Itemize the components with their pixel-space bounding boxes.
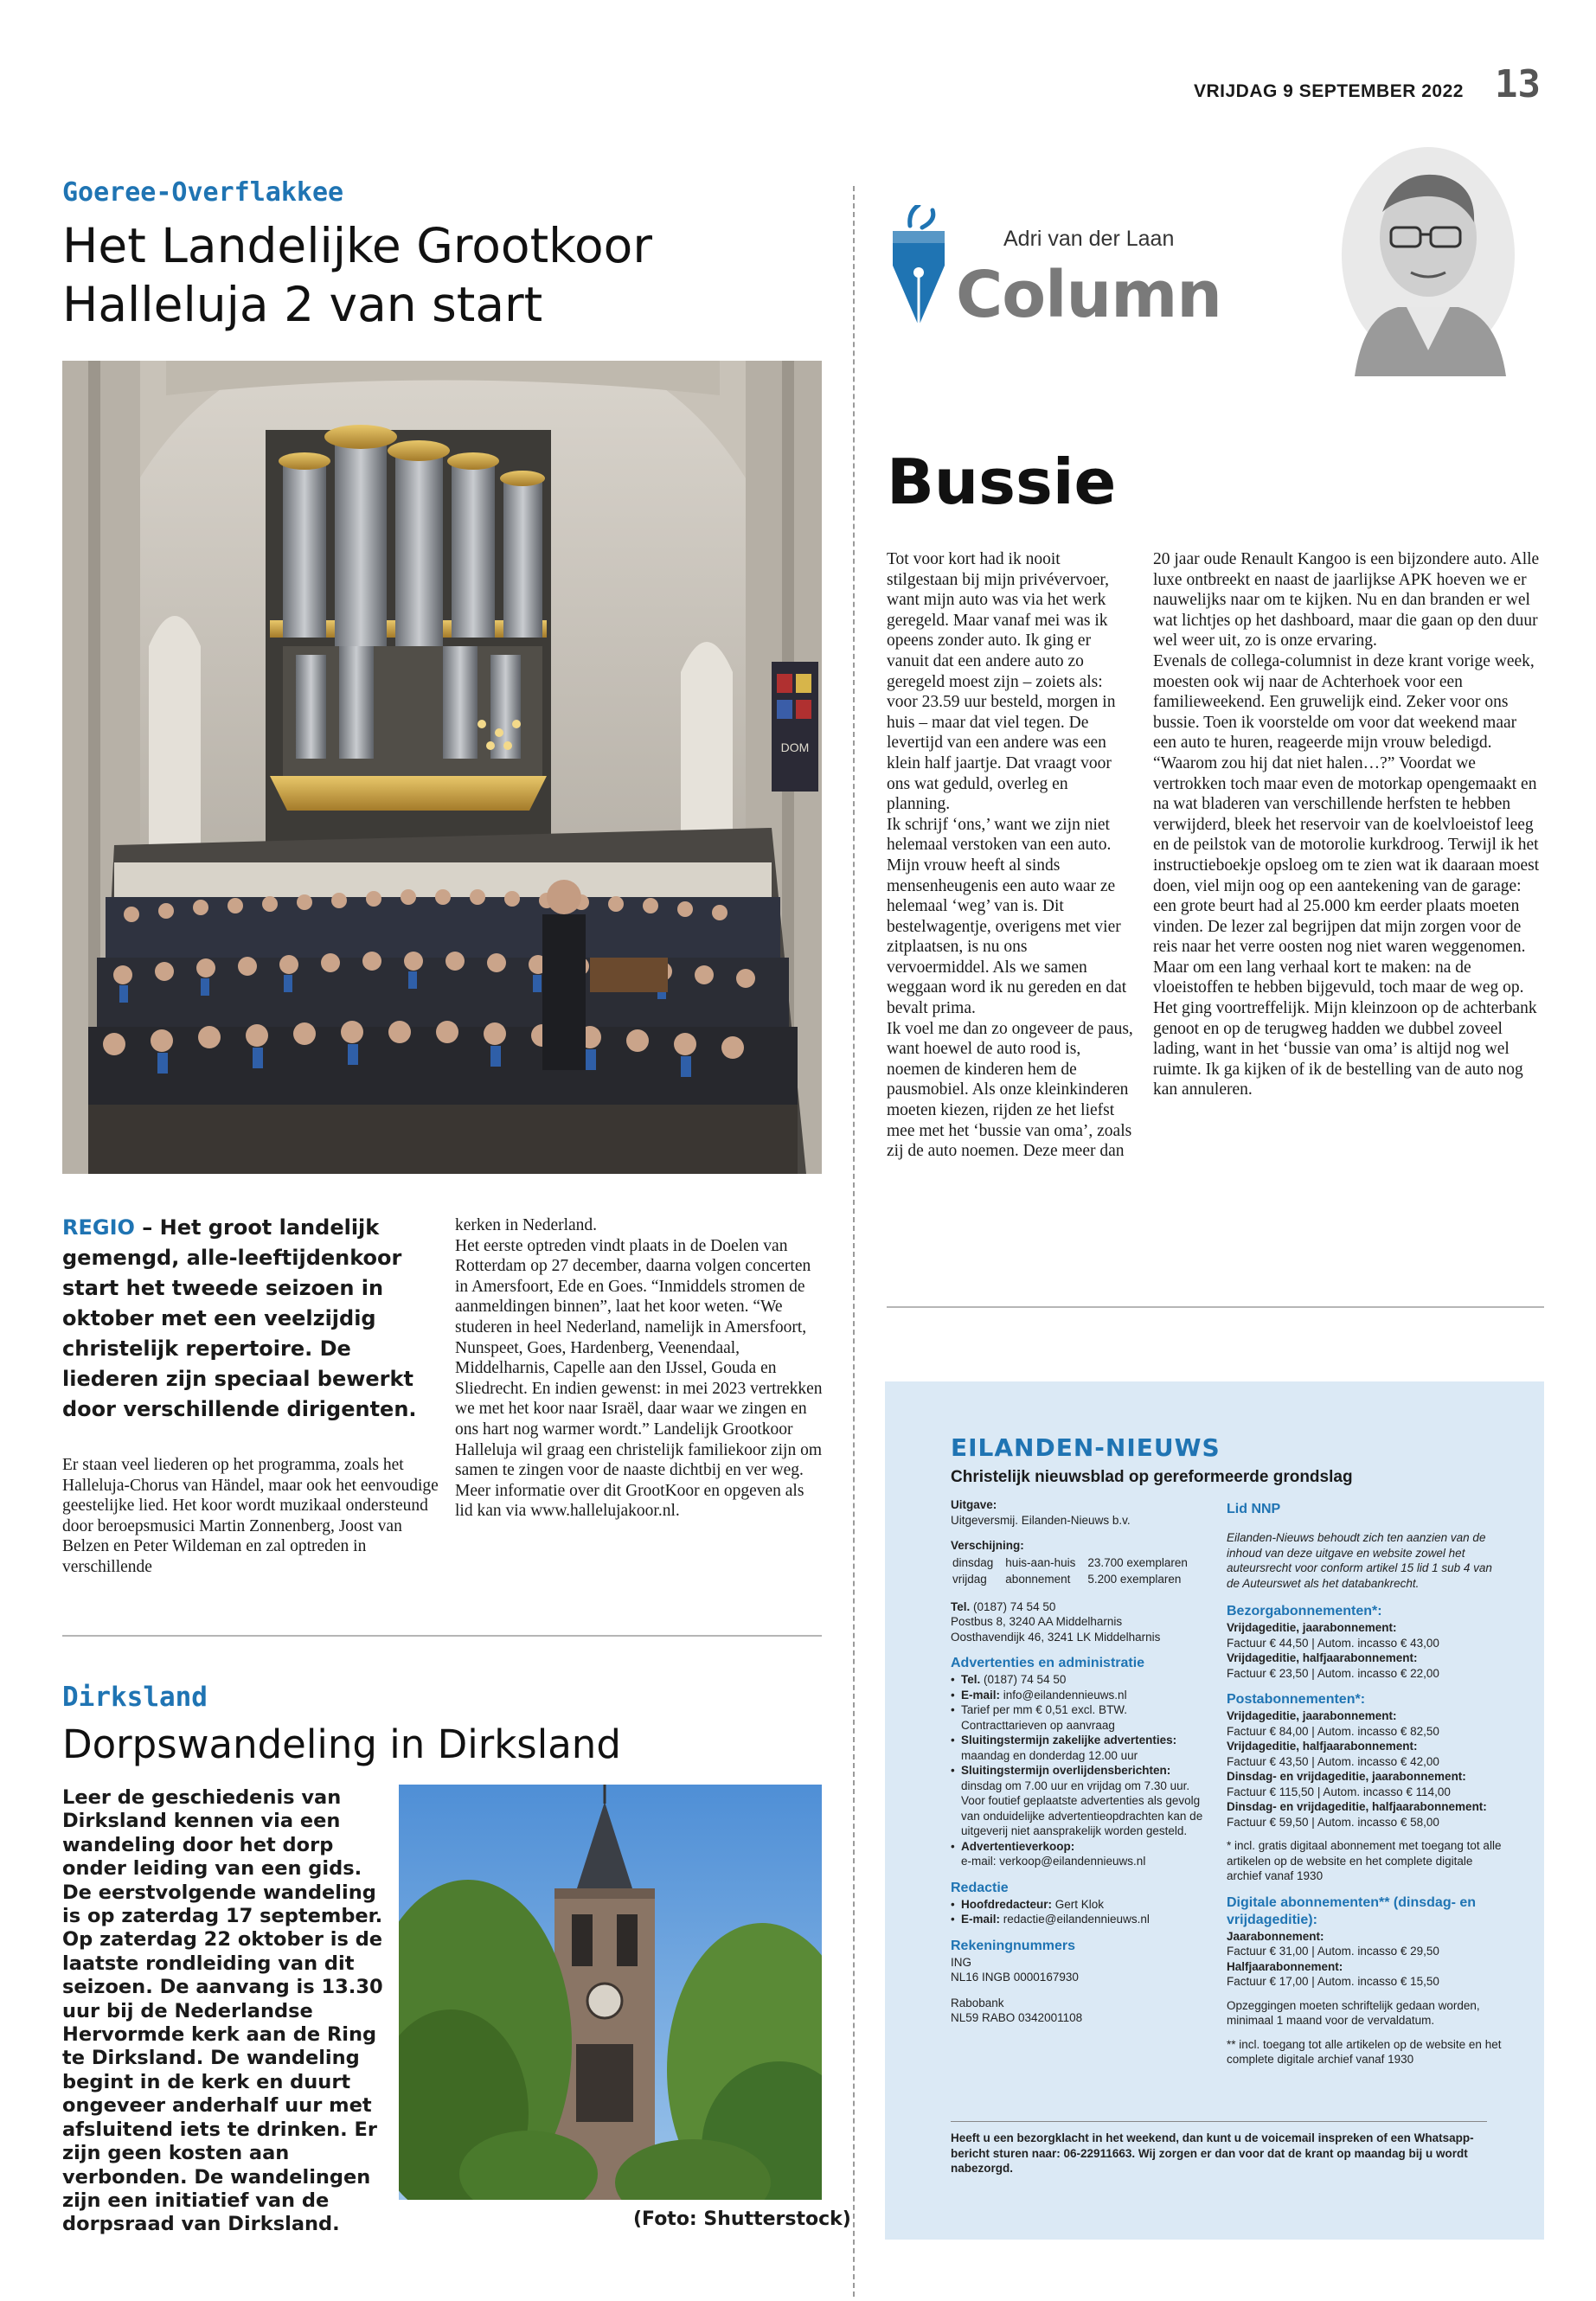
church-tower-photo [399, 1785, 822, 2200]
church-tower-illustration [399, 1785, 822, 2200]
label: • Advertentieverkoop: [961, 1839, 1075, 1853]
section-divider [887, 1306, 1544, 1308]
newspaper-logo: EILANDEN-NIEUWS [951, 1433, 1221, 1462]
photo-credit: (Foto: Shutterstock) [633, 2208, 851, 2230]
colophon-divider [951, 2121, 1487, 2122]
section-title: Digitale abonnementen** (dinsdag- en vrijdageditie): [1227, 1894, 1477, 1927]
value: e-mail: verkoop@eilandennieuws.nl [961, 1855, 1146, 1868]
list-item [951, 1897, 1210, 1913]
value: Factuur € 84,00 | Autom. incasso € 82,50 [1227, 1724, 1439, 1738]
colophon-right-column [1227, 1501, 1503, 2067]
list-item [951, 1912, 1210, 1927]
address: Postbus 8, 3240 AA Middelharnis [951, 1615, 1123, 1628]
editorial-list [951, 1897, 1210, 1927]
value: Gert Klok [1052, 1897, 1105, 1911]
label: Dinsdag- en vrijdageditie, halfjaarabonnement: [1227, 1800, 1487, 1813]
value: Factuur € 31,00 | Autom. incasso € 29,50 [1227, 1945, 1439, 1958]
cell: vrijdag [952, 1573, 987, 1586]
column-body: Tot voor kort had ik nooit stilgestaan bij mijn privévervoer, want mijn auto was via het werk geregeld. Maar vanaf mei was ik opeens zonder auto. Ik ging er vanuit dat een andere auto zo geregeld moest zijn – zoiets als: voor 23.59 uur besteld, morgen in huis – maar dat viel tegen. De levertijd van een andere was een klein half jaartje. Dat vraagt voor ons wat geduld, overleg en planning. Ik schrijf ‘ons,’ want we zijn niet helemaal verstoken van een auto. Mijn vrouw heeft al sinds mensenheugenis een auto waar ze helemaal ‘weg’ van is. Dit bestelwagentje, overigens met vier zitplaatsen, is nu ons vervoermiddel. Als we samen weggaan word ik nu gereden en dat bevalt prima. Ik voel me dan zo ongeveer de paus, want hoewel de auto rood is, noemen de kinderen hem de pausmobiel. Als onze kleinkinderen moeten kiezen, rijden ze het liefst mee met het ‘bussie van oma’, zoals zij de auto noemen. Deze meer dan [887, 550, 1133, 1161]
article-region-label: Dirksland [62, 1682, 208, 1713]
section-title: Lid NNP [1227, 1502, 1281, 1516]
cell: huis-aan-huis [1005, 1555, 1076, 1569]
article-lead [62, 1213, 417, 1425]
author-portrait [1337, 143, 1519, 376]
bank-line: NL16 INGB 0000167930 [951, 1971, 1079, 1984]
section-title: Redactie [951, 1880, 1009, 1895]
bank-line: Rabobank [951, 1996, 1004, 2009]
bank-line: NL59 RABO 0342001108 [951, 2011, 1083, 2024]
label: Halfjaarabonnement: [1227, 1959, 1343, 1973]
article-body-column: Er staan veel liederen op het programma, zoals het Halleluja-Chorus van Händel, maar ook het eenvoudige geestelijke lied. Het koor wordt muzikaal ondersteund door beroepsmusici Martin Zonnenberg, Joost van Belzen en Peter Wildeman en zal optreden in verschillende [62, 1456, 439, 1576]
colophon-left-column [951, 1497, 1210, 2026]
verschijning-table [951, 1554, 1200, 1589]
colophon-box [885, 1381, 1544, 2240]
column-divider [853, 186, 855, 2297]
headline-line: Halleluja 2 van start [62, 277, 543, 332]
banner-text: DOM [780, 740, 810, 754]
cell: 5.200 exemplaren [1087, 1573, 1182, 1586]
bank-line: ING [951, 1955, 972, 1969]
list-item: • Tarief per mm € 0,51 excl. BTW. Contracttarieven op aanvraag [951, 1702, 1210, 1733]
list-item [951, 1763, 1210, 1839]
column-body: 20 jaar oude Renault Kangoo is een bijzondere auto. Alle luxe ontbreekt en naast de jaarlijkse APK hoeven we er nauwelijks naar om te kijken. Nu en dan branden er wel wat lichtjes op het dashboard, maar die gaan op den duur wel weer uit, zo is onze ervaring. Evenals de collega-columnist in deze krant vorige week, moesten ook wij naar de Achterhoek voor een familieweekend. Een gruwelijk eind. Zeker voor ons bussie. Toen ik voorstelde om voor dat weekend maar een auto te huren, reageerde mijn vrouw beledigd. “Waarom zou hij dat niet halen…?” Voordat we vertrokken toch maar even de motorkap opengemaakt en na wat bladeren van verschillende herfsten te hebben verwijderd, bleek het reservoir van de koelvloeistof leeg en de peilstok van de motorolie kurkdroog. Terwijl ik het instructieboekje opsloeg om te zien wat ik daaraan moest doen, viel mijn oog op een aantekening van de garage: een grote beurt had al 25.000 km eerder plaats moeten vinden. De lezer zal begrijpen dat mijn zorgen voor de reis naar het verre oosten nog niet waren weggenomen. Maar om een lang verhaal kort te maken: na de vloeistoffen te hebben bijgevuld, toch maar de weg op. Het ging voortreffelijk. Mijn kleinzoon op de achterbank genoot en op de terugweg hadden we dubbel zoveel lading, want in het ‘bussie van oma’ is altijd nog wel ruimte. Ik ga kijken of ik de bestelling van de auto nog kan annuleren. [1153, 550, 1540, 1099]
cancellation-note: Opzeggingen moeten schriftelijk gedaan worden, minimaal 1 maand voor de vervaldatum. [1227, 1998, 1480, 2027]
telephone [951, 1599, 1210, 1615]
choir-church-photo [62, 361, 822, 1174]
footnote: ** incl. toegang tot alle artikelen op de website en het complete digitale archief vanaf 1930 [1227, 2037, 1502, 2066]
value: Factuur € 43,50 | Autom. incasso € 42,00 [1227, 1754, 1439, 1768]
article-headline [62, 216, 841, 334]
label: Vrijdageditie, jaarabonnement: [1227, 1621, 1397, 1634]
label: E-mail: [961, 1688, 1001, 1702]
value: Uitgeversmij. Eilanden-Nieuws b.v. [951, 1513, 1131, 1527]
label: Dinsdag- en vrijdageditie, jaarabonnement: [1227, 1770, 1466, 1783]
list-item [951, 1688, 1210, 1703]
label: E-mail: [961, 1913, 1001, 1926]
section-title: Postabonnementen*: [1227, 1692, 1366, 1707]
address: Oosthavendijk 46, 3241 LK Middelharnis [951, 1630, 1161, 1644]
headline-line: Het Landelijke Grootkoor [62, 218, 652, 273]
label: • Sluitingstermijn zakelijke advertenties: [961, 1734, 1177, 1747]
copyright-notice: Eilanden-Nieuws behoudt zich ten aanzien van de inhoud van deze uitgave en website zowel het auteursrecht voor conform artikel 15 lid 1 sub 4 van de Auteurswet als het databankrecht. [1227, 1531, 1492, 1590]
fountain-pen-icon [884, 205, 953, 335]
value: Factuur € 23,50 | Autom. incasso € 22,00 [1227, 1666, 1439, 1680]
article-headline: Dorpswandeling in Dirksland [62, 1721, 621, 1767]
article-region-label: Goeree-Overflakkee [62, 177, 344, 208]
article-body-column: kerken in Nederland. Het eerste optreden vindt plaats in de Doelen van Rotterdam op 27 december, daarna volgen concerten in Amersfoort, Ede en Goes. “Inmiddels stromen de aanmeldingen binnen”, laat het koor weten. “We studeren in heel Nederland, namelijk in Amersfoort, Nunspeet, Goes, Hardenberg, Veenendaal, Middelharnis, Capelle aan den IJssel, Gouda en Sliedrecht. En indien gewenst: in mei 2023 vertrekken we met het koor naar Israël, daar waar we zingen en ons hart nog warmer wordt.” Landelijk Grootkoor Halleluja wil graag een christelijk familiekoor zijn om samen te zingen voor de naaste dichtbij en ver weg. Meer informatie over dit GrootKoor en opgeven als lid kan via www.hallelujakoor.nl. [455, 1216, 823, 1521]
value: (0187) 74 54 50 [970, 1599, 1056, 1613]
section-divider [62, 1635, 822, 1637]
label: Verschijning: [951, 1539, 1024, 1552]
value: Factuur € 17,00 | Autom. incasso € 15,50 [1227, 1975, 1439, 1988]
lead-text: – Het groot landelijk gemengd, alle-leeftijdenkoor start het tweede seizoen in oktober met een veelzijdig christelijk repertoire. De liederen zijn speciaal bewerkt door verschillende dirigenten. [62, 1215, 417, 1421]
value: (0187) 74 54 50 [980, 1673, 1067, 1686]
column-label: Column [956, 258, 1221, 332]
lead-region: REGIO [62, 1215, 135, 1240]
value: maandag en donderdag 12.00 uur [961, 1748, 1138, 1762]
list-item [951, 1733, 1210, 1763]
section-title: Rekeningnummers [951, 1938, 1076, 1953]
list-item [951, 1672, 1210, 1688]
edition-date: VRIJDAG 9 SEPTEMBER 2022 [1194, 81, 1464, 101]
value: Factuur € 44,50 | Autom. incasso € 43,00 [1227, 1636, 1439, 1650]
section-title: Advertenties en administratie [951, 1656, 1145, 1670]
advertising-list [951, 1672, 1210, 1869]
value: dinsdag om 7.00 uur en vrijdag om 7.30 uur. Voor foutief geplaatste advertenties als gevolg van onduidelijke advertentieopdrachten kan de uitgeverij niet aansprakelijk worden gesteld. [961, 1779, 1203, 1837]
label: Tel. [951, 1599, 971, 1613]
cell: dinsdag [952, 1555, 994, 1569]
cell: abonnement [1005, 1573, 1071, 1586]
newspaper-tagline: Christelijk nieuwsblad op gereformeerde grondslag [951, 1468, 1353, 1486]
value: info@eilandennieuws.nl [1000, 1688, 1127, 1702]
church-interior-illustration [62, 361, 822, 1174]
label: Tel. [961, 1673, 981, 1686]
label: • Sluitingstermijn overlijdensberichten: [961, 1764, 1171, 1777]
label: Vrijdageditie, halfjaarabonnement: [1227, 1651, 1418, 1664]
label: Vrijdageditie, jaarabonnement: [1227, 1709, 1397, 1722]
label: Jaarabonnement: [1227, 1929, 1324, 1943]
article-lead: Leer de geschiedenis van Dirksland kennen via een wandeling door het dorp onder leiding van een gids. De eerstvolgende wandeling is op zaterdag 17 september. Op zaterdag 22 oktober is de laatste rondleiding van dit seizoen. De aanvang is 13.30 uur bij de Nederlandse Hervormde kerk aan de Ring te Dirksland. De wandeling begint in de kerk en duurt ongeveer anderhalf uur met afsluitend iets te drinken. Er zijn geen kosten aan verbonden. De wandelingen zijn een initiatief van de dorpsraad van Dirksland. [62, 1786, 383, 2236]
footnote: * incl. gratis digitaal abonnement met toegang tot alle artikelen op de website en het complete digitale archief vanaf 1930 [1227, 1839, 1502, 1882]
page-number: 13 [1495, 62, 1541, 106]
section-title: Bezorgabonnementen*: [1227, 1604, 1382, 1618]
list-item [951, 1839, 1210, 1869]
cell: 23.700 exemplaren [1087, 1555, 1188, 1569]
value: Factuur € 115,50 | Autom. incasso € 114,00 [1227, 1785, 1451, 1798]
column-title: Bussie [887, 445, 1117, 518]
label: Uitgave: [951, 1498, 997, 1511]
value: redactie@eilandennieuws.nl [1000, 1913, 1150, 1926]
label: Hoofdredacteur: [961, 1897, 1053, 1911]
table-row [952, 1572, 1198, 1587]
table-row [952, 1555, 1198, 1571]
delivery-complaint-note: Heeft u een bezorgklacht in het weekend, dan kunt u de voicemail inspreken of een Whatsapp-bericht sturen naar: 06-22911663. Wij zorgen er dan voor dat de krant op maandag bij u wordt nabezorgd. [951, 2131, 1474, 2175]
column-author: Adri van der Laan [1003, 227, 1175, 251]
label: Vrijdageditie, halfjaarabonnement: [1227, 1740, 1418, 1753]
value: Factuur € 59,50 | Autom. incasso € 58,00 [1227, 1815, 1439, 1829]
